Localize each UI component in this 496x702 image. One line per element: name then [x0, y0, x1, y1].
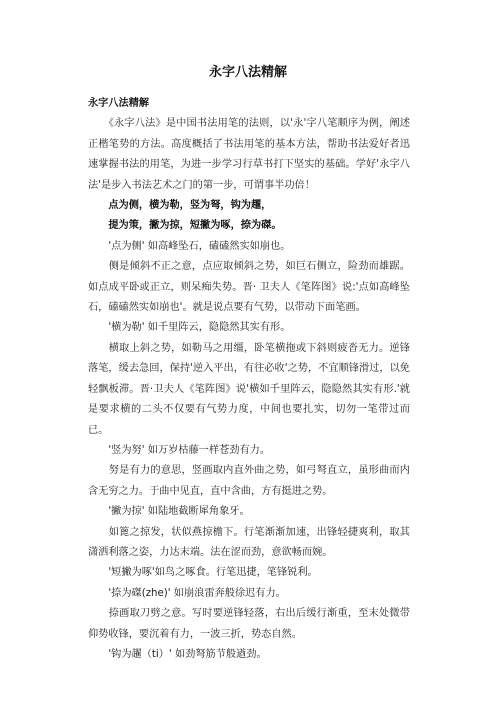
paragraph-horizontal-quote: '横为勒' 如千里阵云，隐隐然其实有形。: [88, 322, 291, 334]
paragraph-vertical-explain: 努是有力的意思，竖画取内直外曲之势，如弓弩直立，虽形曲而内含无穷之力。于曲中见直，直中含曲，方有挺进之势。: [88, 465, 410, 497]
paragraph-press-quote: '捺为磔(zhe)' 如崩浪雷奔般徐迟有力。: [88, 587, 286, 599]
paragraph-horizontal-explain: 横取上斜之势，如勒马之用缰，卧笔横拖或下斜则疲沓无力。逆锋落笔，缓去急回，保持'逆入平出，有往必收'之势，不宜顺锋滑过，以免轻飘板滞。晋·卫夫人《笔阵图》说'横如千里阵云，隐隐然其实有形.'就是要求横的二头不仅要有气势力度，中间也要扎实，切勿一笔带过而已。: [88, 342, 410, 436]
paragraph-short-sweep: '短撇为啄'如鸟之啄食。行笔迅捷，笔锋锐利。: [88, 567, 318, 579]
document-title: 永字八法精解: [208, 65, 287, 80]
paragraph-intro: 《永字八法》是中国书法用笔的法则，以'永'字八笔顺序为例，阐述正楷笔势的方法。高度概括了书法用笔的基本方法，帮助书法爱好者迅速掌握书法的用笔，为进一步学习行草书打下坚实的基础。学好'永字八法'是步入书法艺术之门的第一步，可谓事半功倍！: [88, 118, 410, 191]
paragraph-rule-line-1: 点为侧，横为勒，竖为弩，钩为趯，: [88, 200, 272, 212]
paragraph-dot-quote: '点为侧' 如高峰坠石，磕磕然实如崩也。: [88, 240, 291, 252]
paragraph-hook-quote: '钩为趯（ti）' 如劲弩筋节般遒劲。: [88, 648, 267, 660]
document-body: [88, 94, 410, 665]
paragraph-dot-explain: 侧是倾斜不正之意，点应取倾斜之势，如巨石侧立，险劲而雄踞。如点成平卧或正立，则呆痴失势。晋· 卫夫人《笔阵图》说:'点如高峰坠石，磕磕然实如崩也'。就是说点要有气势，以带动下面笔画。: [88, 261, 410, 314]
paragraph-sweep-explain: 如篦之掠发，状似燕掠檐下。行笔渐渐加速，出锋轻捷爽利，取其潇洒利落之姿，力达末端。法在涩而劲，意欲畅而婉。: [88, 526, 410, 558]
paragraph-rule-line-2: 提为策，撇为掠，短撇为啄，捺为磔。: [88, 220, 282, 232]
paragraph-press-explain: 捺画取刀劈之意。写时要逆锋轻落，右出后缓行渐重，至末处微带仰势收锋，要沉着有力，一波三折，势态自然。: [88, 608, 410, 640]
section-heading: 永字八法精解: [88, 98, 150, 109]
paragraph-vertical-quote: '竖为努' 如万岁枯藤一样苍劲有力。: [88, 444, 271, 456]
paragraph-sweep-quote: '撇为掠' 如陆地截断犀角象牙。: [88, 506, 250, 518]
